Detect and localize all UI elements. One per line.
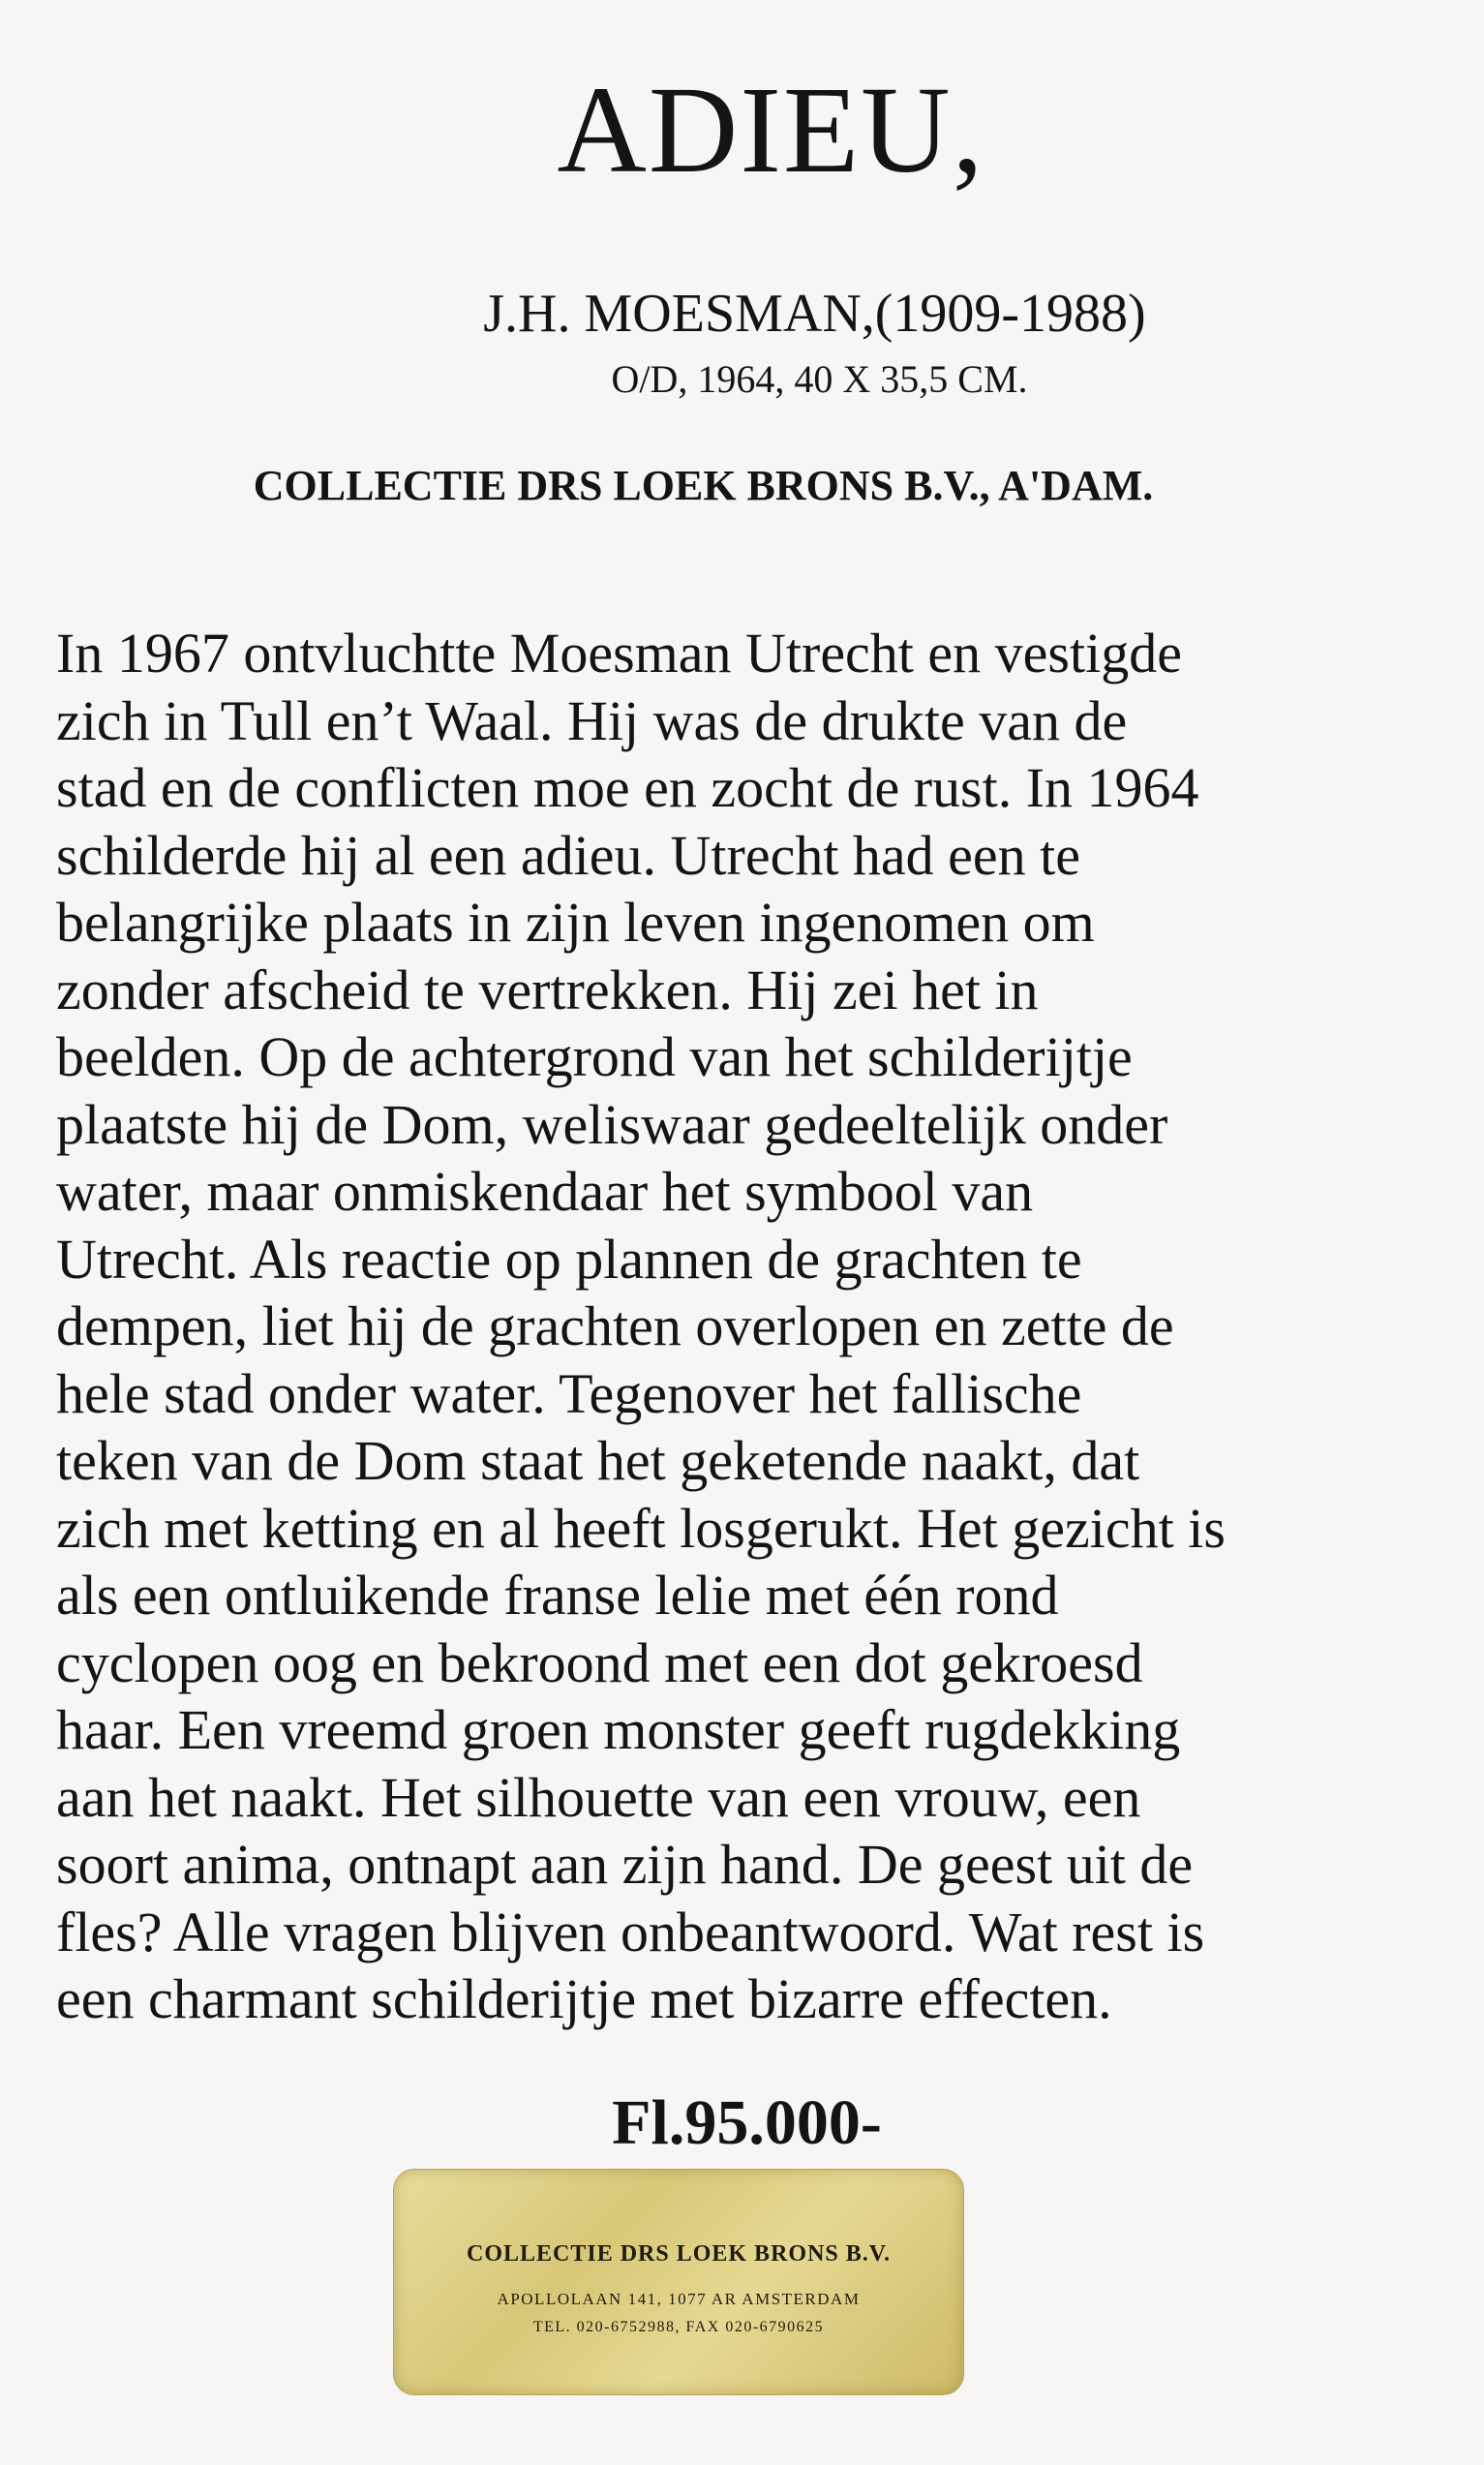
body-line: beelden. Op de achtergrond van het schilderijtje bbox=[56, 1025, 1133, 1088]
body-line: een charmant schilderijtje met bizarre effecten. bbox=[56, 1967, 1112, 2030]
collection-sticker bbox=[393, 2169, 964, 2395]
body-line: hele stad onder water. Tegenover het fallische bbox=[56, 1361, 1082, 1425]
body-line: teken van de Dom staat het geketende naakt, dat bbox=[56, 1429, 1140, 1492]
body-line: zich met ketting en al heeft losgerukt. Het gezicht is bbox=[56, 1496, 1226, 1560]
sticker-address: APOLLOLAAN 141, 1077 AR AMSTERDAM bbox=[497, 2290, 861, 2308]
body-line: belangrijke plaats in zijn leven ingenomen om bbox=[56, 891, 1095, 954]
body-line: Utrecht. Als reactie op plannen de grachten te bbox=[56, 1227, 1082, 1291]
sticker-phone: TEL. 020-6752988, FAX 020-6790625 bbox=[532, 2319, 825, 2335]
body-line: cyclopen oog en bekroond met een dot gekroesd bbox=[56, 1630, 1143, 1694]
body-line: als een ontluikende franse lelie met één rond bbox=[56, 1564, 1059, 1627]
body-line: stad en de conflicten moe en zocht de rust. In 1964 bbox=[56, 756, 1199, 819]
artist-line: J.H. MOESMAN,(1909-1988) bbox=[483, 284, 1146, 344]
body-line: zich in Tull en’t Waal. Hij was de drukte van de bbox=[56, 688, 1128, 752]
body-line: haar. Een vreemd groen monster geeft rugdekking bbox=[56, 1698, 1181, 1761]
body-line: aan het naakt. Het silhouette van een vrouw, een bbox=[56, 1765, 1141, 1829]
collection-line: COLLECTIE DRS LOEK BRONS B.V., A'DAM. bbox=[253, 462, 1154, 509]
body-paragraph bbox=[56, 620, 1431, 2033]
body-line: schilderde hij al een adieu. Utrecht had een te bbox=[56, 823, 1081, 887]
body-line: zonder afscheid te vertrekken. Hij zei het in bbox=[56, 958, 1039, 1021]
body-line: soort anima, ontnapt aan zijn hand. De geest uit de bbox=[56, 1833, 1194, 1896]
artwork-details: O/D, 1964, 40 X 35,5 CM. bbox=[611, 357, 1028, 401]
price: Fl.95.000- bbox=[612, 2087, 882, 2158]
sticker-name: COLLECTIE DRS LOEK BRONS B.V. bbox=[466, 2241, 891, 2267]
body-line: In 1967 ontvluchtte Moesman Utrecht en vestigde bbox=[56, 622, 1182, 685]
body-line: dempen, liet hij de grachten overlopen en zette de bbox=[56, 1294, 1174, 1357]
body-line: plaatste hij de Dom, weliswaar gedeeltelijk onder bbox=[56, 1092, 1168, 1156]
document-title: ADIEU, bbox=[557, 61, 985, 198]
body-line: fles? Alle vragen blijven onbeantwoord. Wat rest is bbox=[56, 1900, 1205, 1963]
body-line: water, maar onmiskendaar het symbool van bbox=[56, 1160, 1034, 1223]
